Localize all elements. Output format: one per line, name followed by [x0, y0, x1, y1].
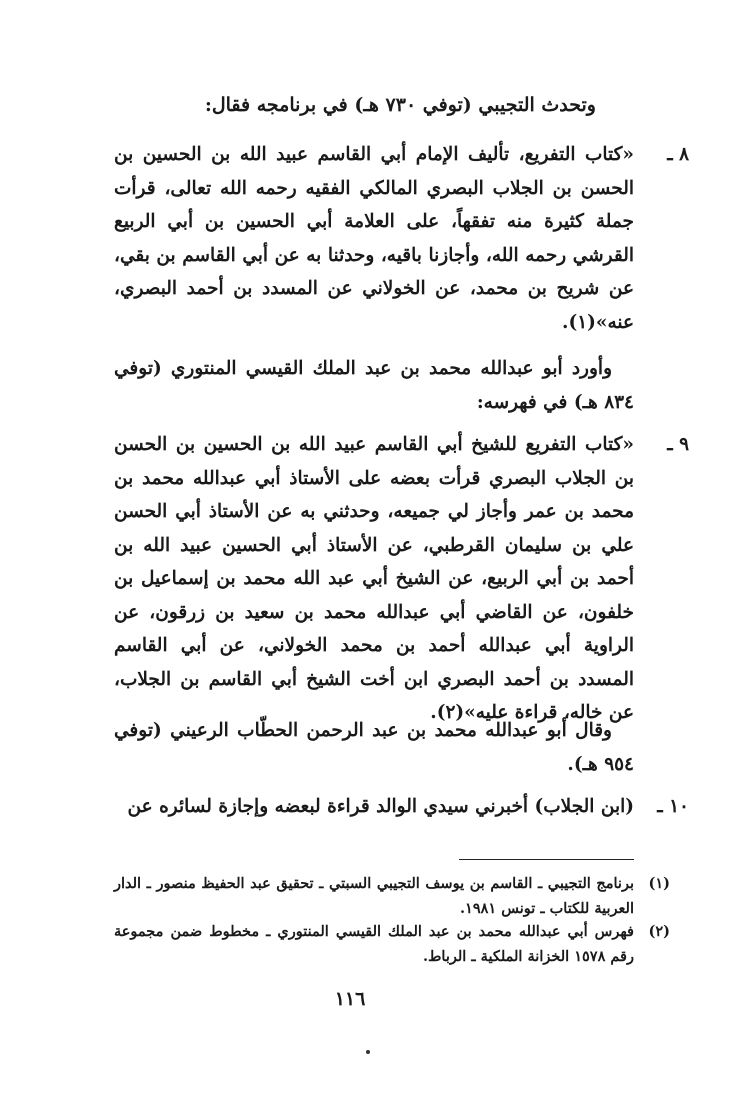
entry-text: «كتاب التفريع للشيخ أبي القاسم عبيد الله بن الحسين بن الحسن بن الجلاب البصري قرأت بعضه على الأستاذ أبي عبدالله محمد بن محمد بن عمر وأجاز لي جميعه، وحدثني به عن الأستاذ أبي الحسن علي بن سليمان القرطبي، عن الأستاذ أبي الحسين عبيد الله بن أحمد بن أبي الربيع، عن الشيخ أبي عبد الله محمد بن إسماعيل بن خلفون، عن القاضي أبي عبدالله محمد بن سعيد بن زرقون، عن الراوية أبي عبدالله أحمد بن محمد الخولاني، عن أبي القاسم المسدد بن أحمد البصري ابن أخت الشيخ أبي القاسم بن الجلاب، عن خاله، قراءة عليه»(٢).: [114, 434, 634, 723]
entry-number: ١٠ ـ: [657, 796, 689, 817]
entry-text: (ابن الجلاب) أخبرني سيدي الوالد قراءة لبعضه وإجازة لسائره عن: [127, 796, 634, 817]
footnote-text: برنامج التجيبي ـ القاسم بن يوسف التجيبي السبتي ـ تحقيق عبد الحفيظ منصور ـ الدار العربية للكتاب ـ تونس ١٩٨١.: [114, 875, 634, 917]
paragraph-muntawri: وأورد أبو عبدالله محمد بن عبد الملك القيسي المنتوري (توفي ٨٣٤ هـ) في فهرسه:: [114, 358, 634, 413]
entry-10: [114, 790, 689, 824]
footnote-2: [114, 919, 670, 969]
page-heading: وتحدث التجيبي (توفي ٧٣٠ هـ) في برنامجه فقال:: [204, 94, 596, 116]
footnote-1: [114, 871, 670, 921]
page-number: ١١٦: [334, 988, 366, 1010]
footnote-number: (١): [648, 875, 670, 892]
paragraph-hattab: وقال أبو عبدالله محمد بن عبد الرحمن الحطّاب الرعيني (توفي ٩٥٤ هـ).: [114, 720, 634, 775]
footnote-divider: [459, 859, 634, 860]
entry-8: [114, 138, 689, 339]
entry-number: ٩ ـ: [667, 434, 689, 455]
footnote-number: (٢): [648, 923, 670, 940]
footnote-text: فهرس أبي عبدالله محمد بن عبد الملك القيسي المنتوري ـ مخطوط ضمن مجموعة رقم ١٥٧٨ الخزانة الملكية ـ الرباط.: [114, 923, 634, 965]
entry-9: [114, 428, 689, 730]
entry-text: «كتاب التفريع، تأليف الإمام أبي القاسم عبيد الله بن الحسين بن الحسن بن الجلاب البصري المالكي الفقيه رحمه الله تعالى، قرأت جملة كثيرة منه تفقهاً، على العلامة أبي الحسين بن أبي الربيع القرشي رحمه الله، وأجازنا باقيه، وحدثنا به عن أبي القاسم بن بقي، عن شريح بن محمد، عن الخولاني عن المسدد بن أحمد البصري، عنه»(١).: [114, 144, 634, 333]
ink-speck: [366, 1050, 370, 1054]
entry-number: ٨ ـ: [667, 144, 689, 165]
